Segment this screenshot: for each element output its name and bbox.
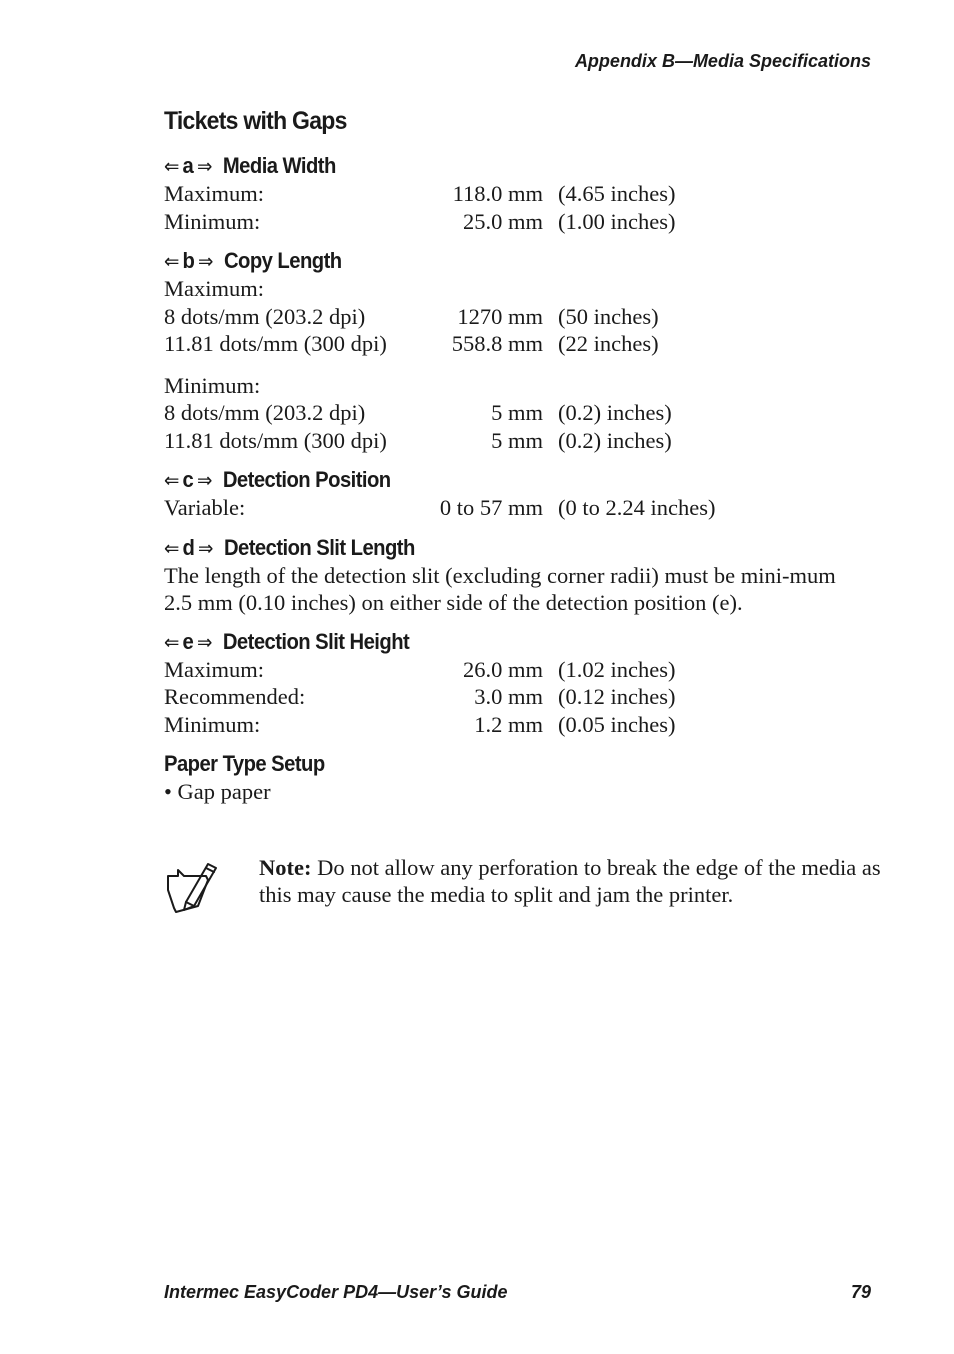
section-letter: b bbox=[182, 248, 195, 273]
spec-inch: (0 to 2.24 inches) bbox=[558, 495, 716, 520]
spec-inch: (0.2) inches) bbox=[558, 427, 672, 453]
spec-inch: (50 inches) bbox=[558, 303, 659, 329]
right-arrow-icon: ⇒ bbox=[198, 249, 213, 273]
section-letter: e bbox=[182, 628, 194, 654]
spec-mm: 1.2 mm bbox=[474, 711, 543, 737]
left-arrow-icon: ⇐ bbox=[164, 468, 179, 492]
spec-mm: 558.8 mm bbox=[451, 331, 543, 356]
spec-label: 11.81 dots/mm (300 dpi) bbox=[164, 427, 387, 453]
section-heading-b bbox=[164, 247, 826, 275]
section-letter: a bbox=[182, 153, 194, 178]
spec-mm: 118.0 mm bbox=[452, 181, 543, 206]
list-item: • Gap paper bbox=[164, 779, 271, 804]
spec-mm: 25.0 mm bbox=[462, 208, 543, 234]
spec-row bbox=[164, 427, 884, 455]
spec-label: Minimum: bbox=[164, 711, 261, 737]
spec-label: Maximum: bbox=[164, 656, 264, 682]
section-name: Detection Slit Height bbox=[222, 628, 410, 654]
spec-row bbox=[164, 208, 884, 236]
slit-length-paragraph: The length of the detection slit (excluding corner radii) must be mini-mum 2.5 mm (0.10 inches) on either side of the detection position (e). bbox=[164, 562, 836, 615]
spec-label: Recommended: bbox=[164, 684, 306, 709]
spec-inch: (0.12 inches) bbox=[558, 684, 676, 709]
left-arrow-icon: ⇐ bbox=[164, 535, 179, 560]
spec-row bbox=[164, 180, 884, 208]
spec-label: 11.81 dots/mm (300 dpi) bbox=[164, 331, 387, 356]
left-arrow-icon: ⇐ bbox=[164, 249, 179, 273]
spec-label: Variable: bbox=[164, 495, 246, 520]
section-heading-e bbox=[164, 628, 826, 656]
spec-label: 8 dots/mm (203.2 dpi) bbox=[164, 303, 366, 329]
page-title: Tickets with Gaps bbox=[164, 107, 347, 135]
spec-label: Minimum: bbox=[164, 372, 261, 398]
note-body: Do not allow any perforation to break the edge of the media as this may cause the media to split and jam the printer. bbox=[259, 855, 881, 907]
section-name: Detection Slit Length bbox=[223, 534, 415, 560]
spec-mm: 0 to 57 mm bbox=[439, 495, 543, 520]
spec-label: Minimum: bbox=[164, 208, 261, 234]
paper-type-item bbox=[164, 778, 884, 806]
paper-type-heading: Paper Type Setup bbox=[164, 751, 325, 776]
spec-inch: (1.02 inches) bbox=[558, 656, 676, 682]
section-name: Copy Length bbox=[223, 248, 342, 273]
page-content bbox=[164, 104, 884, 806]
section-heading-d bbox=[164, 534, 826, 562]
right-arrow-icon: ⇒ bbox=[196, 154, 212, 178]
section-heading-a bbox=[164, 152, 826, 180]
note-pencil-icon bbox=[164, 860, 220, 916]
section-heading-c bbox=[164, 466, 826, 494]
right-arrow-icon: ⇒ bbox=[198, 535, 213, 560]
spec-row bbox=[164, 372, 884, 400]
spec-row bbox=[164, 494, 884, 522]
spec-mm: 5 mm bbox=[491, 427, 543, 453]
section-name: Media Width bbox=[222, 153, 336, 178]
spec-mm: 26.0 mm bbox=[462, 656, 543, 682]
spec-row bbox=[164, 711, 884, 739]
section-letter: d bbox=[182, 534, 195, 560]
page-number: 79 bbox=[850, 1282, 871, 1302]
spec-row bbox=[164, 399, 884, 427]
spec-row bbox=[164, 303, 884, 331]
spec-row bbox=[164, 683, 884, 711]
right-arrow-icon: ⇒ bbox=[196, 468, 212, 492]
running-head: Appendix B—Media Specifications bbox=[574, 51, 871, 71]
section-name: Detection Position bbox=[222, 467, 391, 492]
spec-mm: 5 mm bbox=[491, 400, 543, 425]
spec-mm: 1270 mm bbox=[457, 303, 543, 329]
spec-label: 8 dots/mm (203.2 dpi) bbox=[164, 400, 366, 425]
spec-row bbox=[164, 330, 884, 358]
left-arrow-icon: ⇐ bbox=[164, 629, 179, 654]
spec-row bbox=[164, 275, 884, 303]
spec-label: Maximum: bbox=[164, 181, 264, 206]
note-label: Note: bbox=[259, 855, 312, 880]
note-block bbox=[164, 854, 884, 914]
spec-label: Maximum: bbox=[164, 276, 264, 301]
spec-inch: (1.00 inches) bbox=[558, 208, 676, 234]
footer-title: Intermec EasyCoder PD4—User’s Guide bbox=[164, 1282, 508, 1302]
spec-inch: (0.2) inches) bbox=[558, 400, 672, 425]
section-letter: c bbox=[182, 467, 194, 492]
spec-inch: (4.65 inches) bbox=[558, 181, 676, 206]
spec-row bbox=[164, 656, 884, 684]
left-arrow-icon: ⇐ bbox=[164, 154, 179, 178]
right-arrow-icon: ⇒ bbox=[196, 629, 212, 654]
spec-inch: (22 inches) bbox=[558, 331, 659, 356]
note-text bbox=[259, 854, 884, 908]
spec-inch: (0.05 inches) bbox=[558, 711, 676, 737]
spec-mm: 3.0 mm bbox=[474, 684, 543, 709]
